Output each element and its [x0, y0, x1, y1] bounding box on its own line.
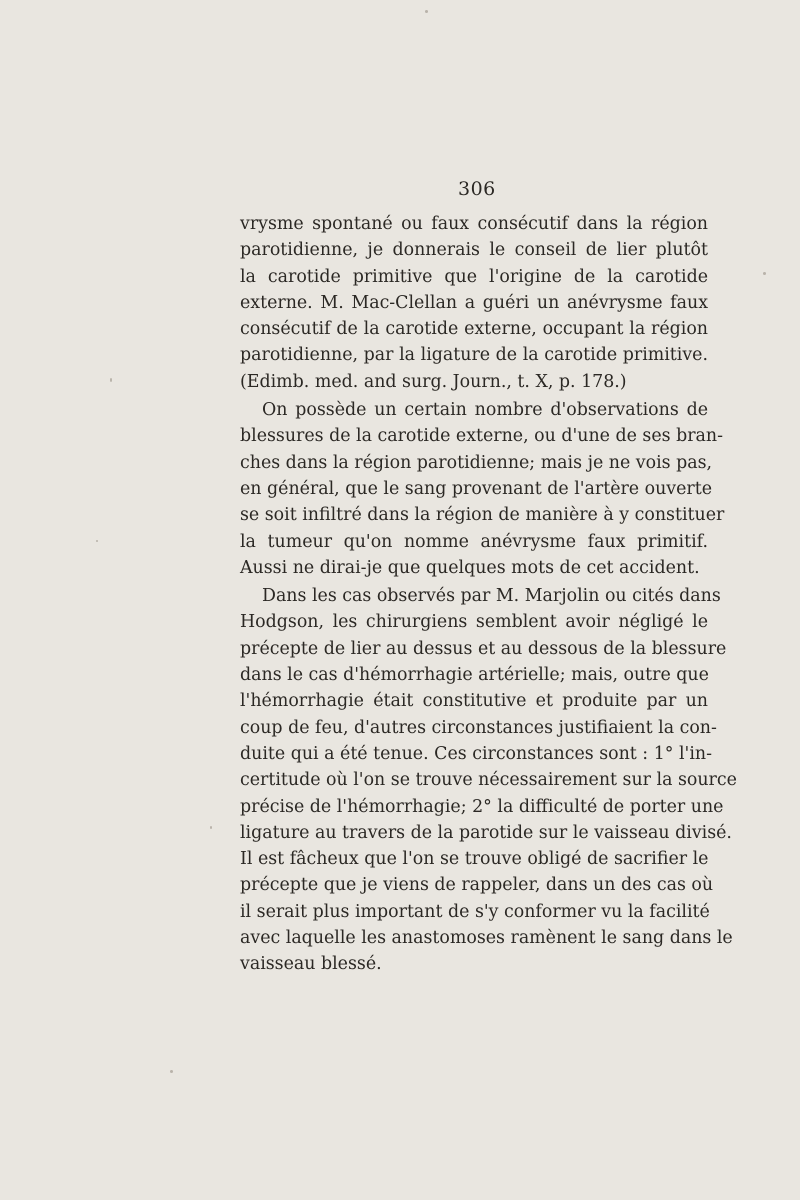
text-line: l'hémorrhagie était constitutive et produite par un: [240, 691, 708, 712]
paper-speck: [110, 378, 112, 382]
text-line: Il est fâcheux que l'on se trouve obligé de sacrifier le: [240, 849, 709, 870]
body-text: [240, 211, 737, 978]
text-line: Hodgson, les chirurgiens semblent avoir négligé le: [240, 612, 708, 633]
text-line: Aussi ne dirai-je que quelques mots de cet accident.: [240, 557, 700, 578]
text-line: se soit infiltré dans la région de manière à y constituer: [240, 505, 725, 526]
text-line: vrysme spontané ou faux consécutif dans la région: [240, 214, 708, 234]
citation-line: (Edimb. med. and surg. Journ., t. X, p. 178.): [240, 371, 627, 392]
paper-speck: [96, 540, 98, 542]
paper-speck: [425, 10, 428, 13]
page-number: 306: [458, 178, 496, 200]
text-line: la tumeur qu'on nomme anévrysme faux primitif.: [240, 531, 708, 552]
text-line: vaisseau blessé.: [240, 954, 382, 975]
paper-speck: [170, 1070, 173, 1073]
text-line: certitude où l'on se trouve nécessairement sur la source: [240, 770, 737, 791]
text-line: coup de feu, d'autres circonstances justifiaient la con-: [240, 717, 717, 738]
text-line: il serait plus important de s'y conformer vu la facilité: [240, 901, 710, 922]
paper-speck: [763, 272, 766, 275]
text-line: duite qui a été tenue. Ces circonstances sont : 1° l'in-: [240, 743, 712, 764]
text-line: avec laquelle les anastomoses ramènent le sang dans le: [240, 928, 733, 949]
text-line: précepte de lier au dessus et au dessous de la blessure: [240, 638, 727, 659]
text-line: consécutif de la carotide externe, occupant la région: [240, 319, 708, 340]
text-line: ligature au travers de la parotide sur le vaisseau divisé.: [240, 822, 732, 843]
text-line: la carotide primitive que l'origine de la carotide: [240, 266, 708, 287]
text-line: ches dans la région parotidienne; mais je ne vois pas,: [240, 452, 713, 473]
text-line: précepte que je viens de rappeler, dans un des cas où: [240, 875, 714, 896]
text-line: On possède un certain nombre d'observations de: [262, 400, 708, 421]
text-line: dans le cas d'hémorrhagie artérielle; mais, outre que: [240, 665, 709, 686]
text-line: en général, que le sang provenant de l'artère ouverte: [240, 478, 713, 499]
text-line: externe. M. Mac-Clellan a guéri un anévrysme faux: [240, 292, 708, 313]
text-line: parotidienne, je donnerais le conseil de lier plutôt: [240, 240, 708, 261]
paper-speck: [210, 826, 212, 829]
text-line: précise de l'hémorrhagie; 2° la difficulté de porter une: [240, 796, 724, 817]
text-line: Dans les cas observés par M. Marjolin ou cités dans: [262, 586, 721, 607]
text-line: parotidienne, par la ligature de la carotide primitive.: [240, 345, 708, 366]
text-line: blessures de la carotide externe, ou d'une de ses bran-: [240, 426, 723, 447]
